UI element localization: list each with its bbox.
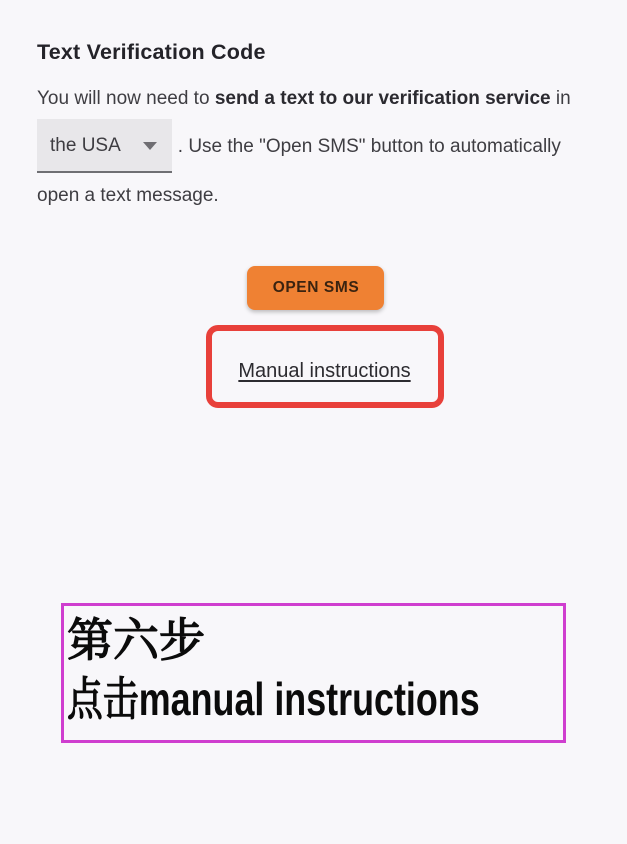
instructions-text xyxy=(37,80,599,214)
open-sms-button[interactable]: OPEN SMS xyxy=(247,266,385,310)
step-note-line2: 点击manual instructions xyxy=(67,673,480,725)
manual-instructions-link[interactable]: Manual instructions xyxy=(238,360,411,382)
tutorial-step-note xyxy=(61,603,566,743)
instructions-after-select: . Use the "Open SMS" button to automatically xyxy=(177,136,561,158)
actions-area xyxy=(0,214,627,408)
tutorial-highlight-box xyxy=(206,325,444,408)
instructions-line2: open a text message. xyxy=(37,185,219,206)
instructions-pre: You will now need to xyxy=(37,88,215,109)
country-select-value: the USA xyxy=(50,135,121,156)
country-select[interactable] xyxy=(37,119,172,173)
instructions-bold: send a text to our verification service xyxy=(214,88,551,109)
caret-down-icon xyxy=(143,142,157,150)
page-title: Text Verification Code xyxy=(37,40,266,64)
instructions-post: in xyxy=(550,88,571,109)
verification-page xyxy=(0,40,627,844)
step-note-line1: 第六步 xyxy=(67,614,205,666)
